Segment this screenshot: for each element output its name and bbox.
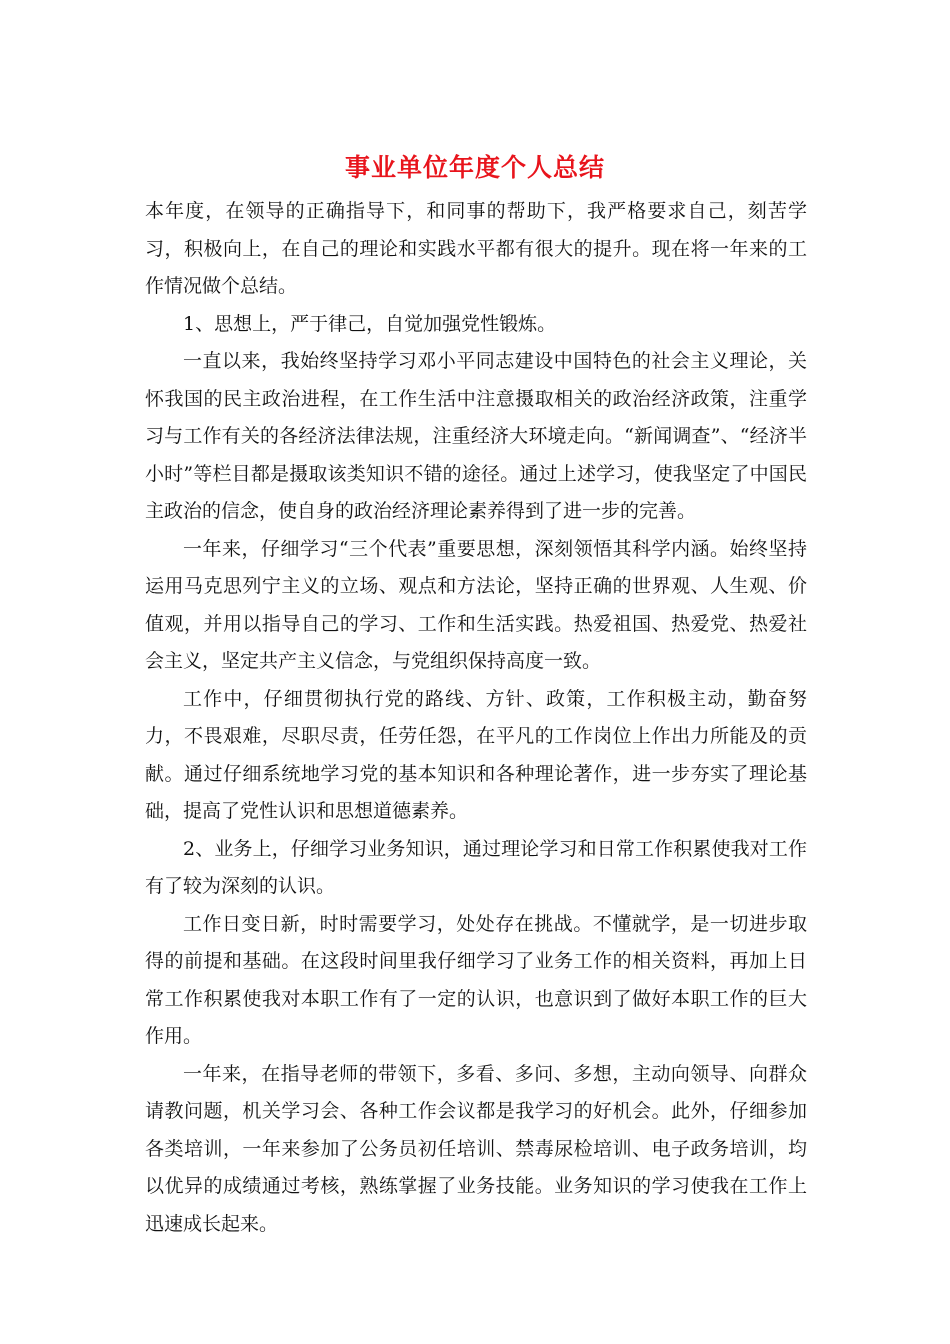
paragraph-heading-thought: 1、思想上，严于律己，自觉加强党性锻炼。	[183, 312, 557, 335]
paragraph: 工作中，仔细贯彻执行党的路线、方针、政策，工作积极主动，勤奋努力，不畏艰难，尽职尽责，任劳任怨，在平凡的工作岗位上作出力所能及的贡献。通过仔细系统地学习党的基本知识和各种理论著作，进一步夯实了理论基础，提高了党性认识和思想道德素养。	[145, 687, 807, 822]
document-title: 事业单位年度个人总结	[344, 153, 605, 182]
paragraph: 一年来，在指导老师的带领下，多看、多问、多想，主动向领导、向群众请教问题，机关学习会、各种工作会议都是我学习的好机会。此外，仔细参加各类培训，一年来参加了公务员初任培训、禁毒尿检培训、电子政务培训，均以优异的成绩通过考核，熟练掌握了业务技能。业务知识的学习使我在工作上迅速成长起来。	[145, 1062, 807, 1235]
paragraph: 一年来，仔细学习“三个代表”重要思想，深刻领悟其科学内涵。始终坚持运用马克思列宁主义的立场、观点和方法论，坚持正确的世界观、人生观、价值观，并用以指导自己的学习、工作和生活实践。热爱祖国、热爱党、热爱社会主义，坚定共产主义信念，与党组织保持高度一致。	[145, 537, 807, 672]
document-body	[145, 193, 807, 1243]
paragraph: 工作日变日新，时时需要学习，处处存在挑战。不懂就学，是一切进步取得的前提和基础。在这段时间里我仔细学习了业务工作的相关资料，再加上日常工作积累使我对本职工作有了一定的认识，也意识到了做好本职工作的巨大作用。	[145, 912, 807, 1047]
paragraph-heading-business: 2、业务上，仔细学习业务知识，通过理论学习和日常工作积累使我对工作有了较为深刻的认识。	[145, 837, 807, 897]
paragraph-intro: 本年度，在领导的正确指导下，和同事的帮助下，我严格要求自己，刻苦学习，积极向上，在自己的理论和实践水平都有很大的提升。现在将一年来的工作情况做个总结。	[145, 200, 807, 297]
paragraph: 一直以来，我始终坚持学习邓小平同志建设中国特色的社会主义理论，关怀我国的民主政治进程，在工作生活中注意摄取相关的政治经济政策，注重学习与工作有关的各经济法律法规，注重经济大环境走向。“新闻调查”、“经济半小时”等栏目都是摄取该类知识不错的途径。通过上述学习，使我坚定了中国民主政治的信念，使自身的政治经济理论素养得到了进一步的完善。	[145, 350, 807, 522]
